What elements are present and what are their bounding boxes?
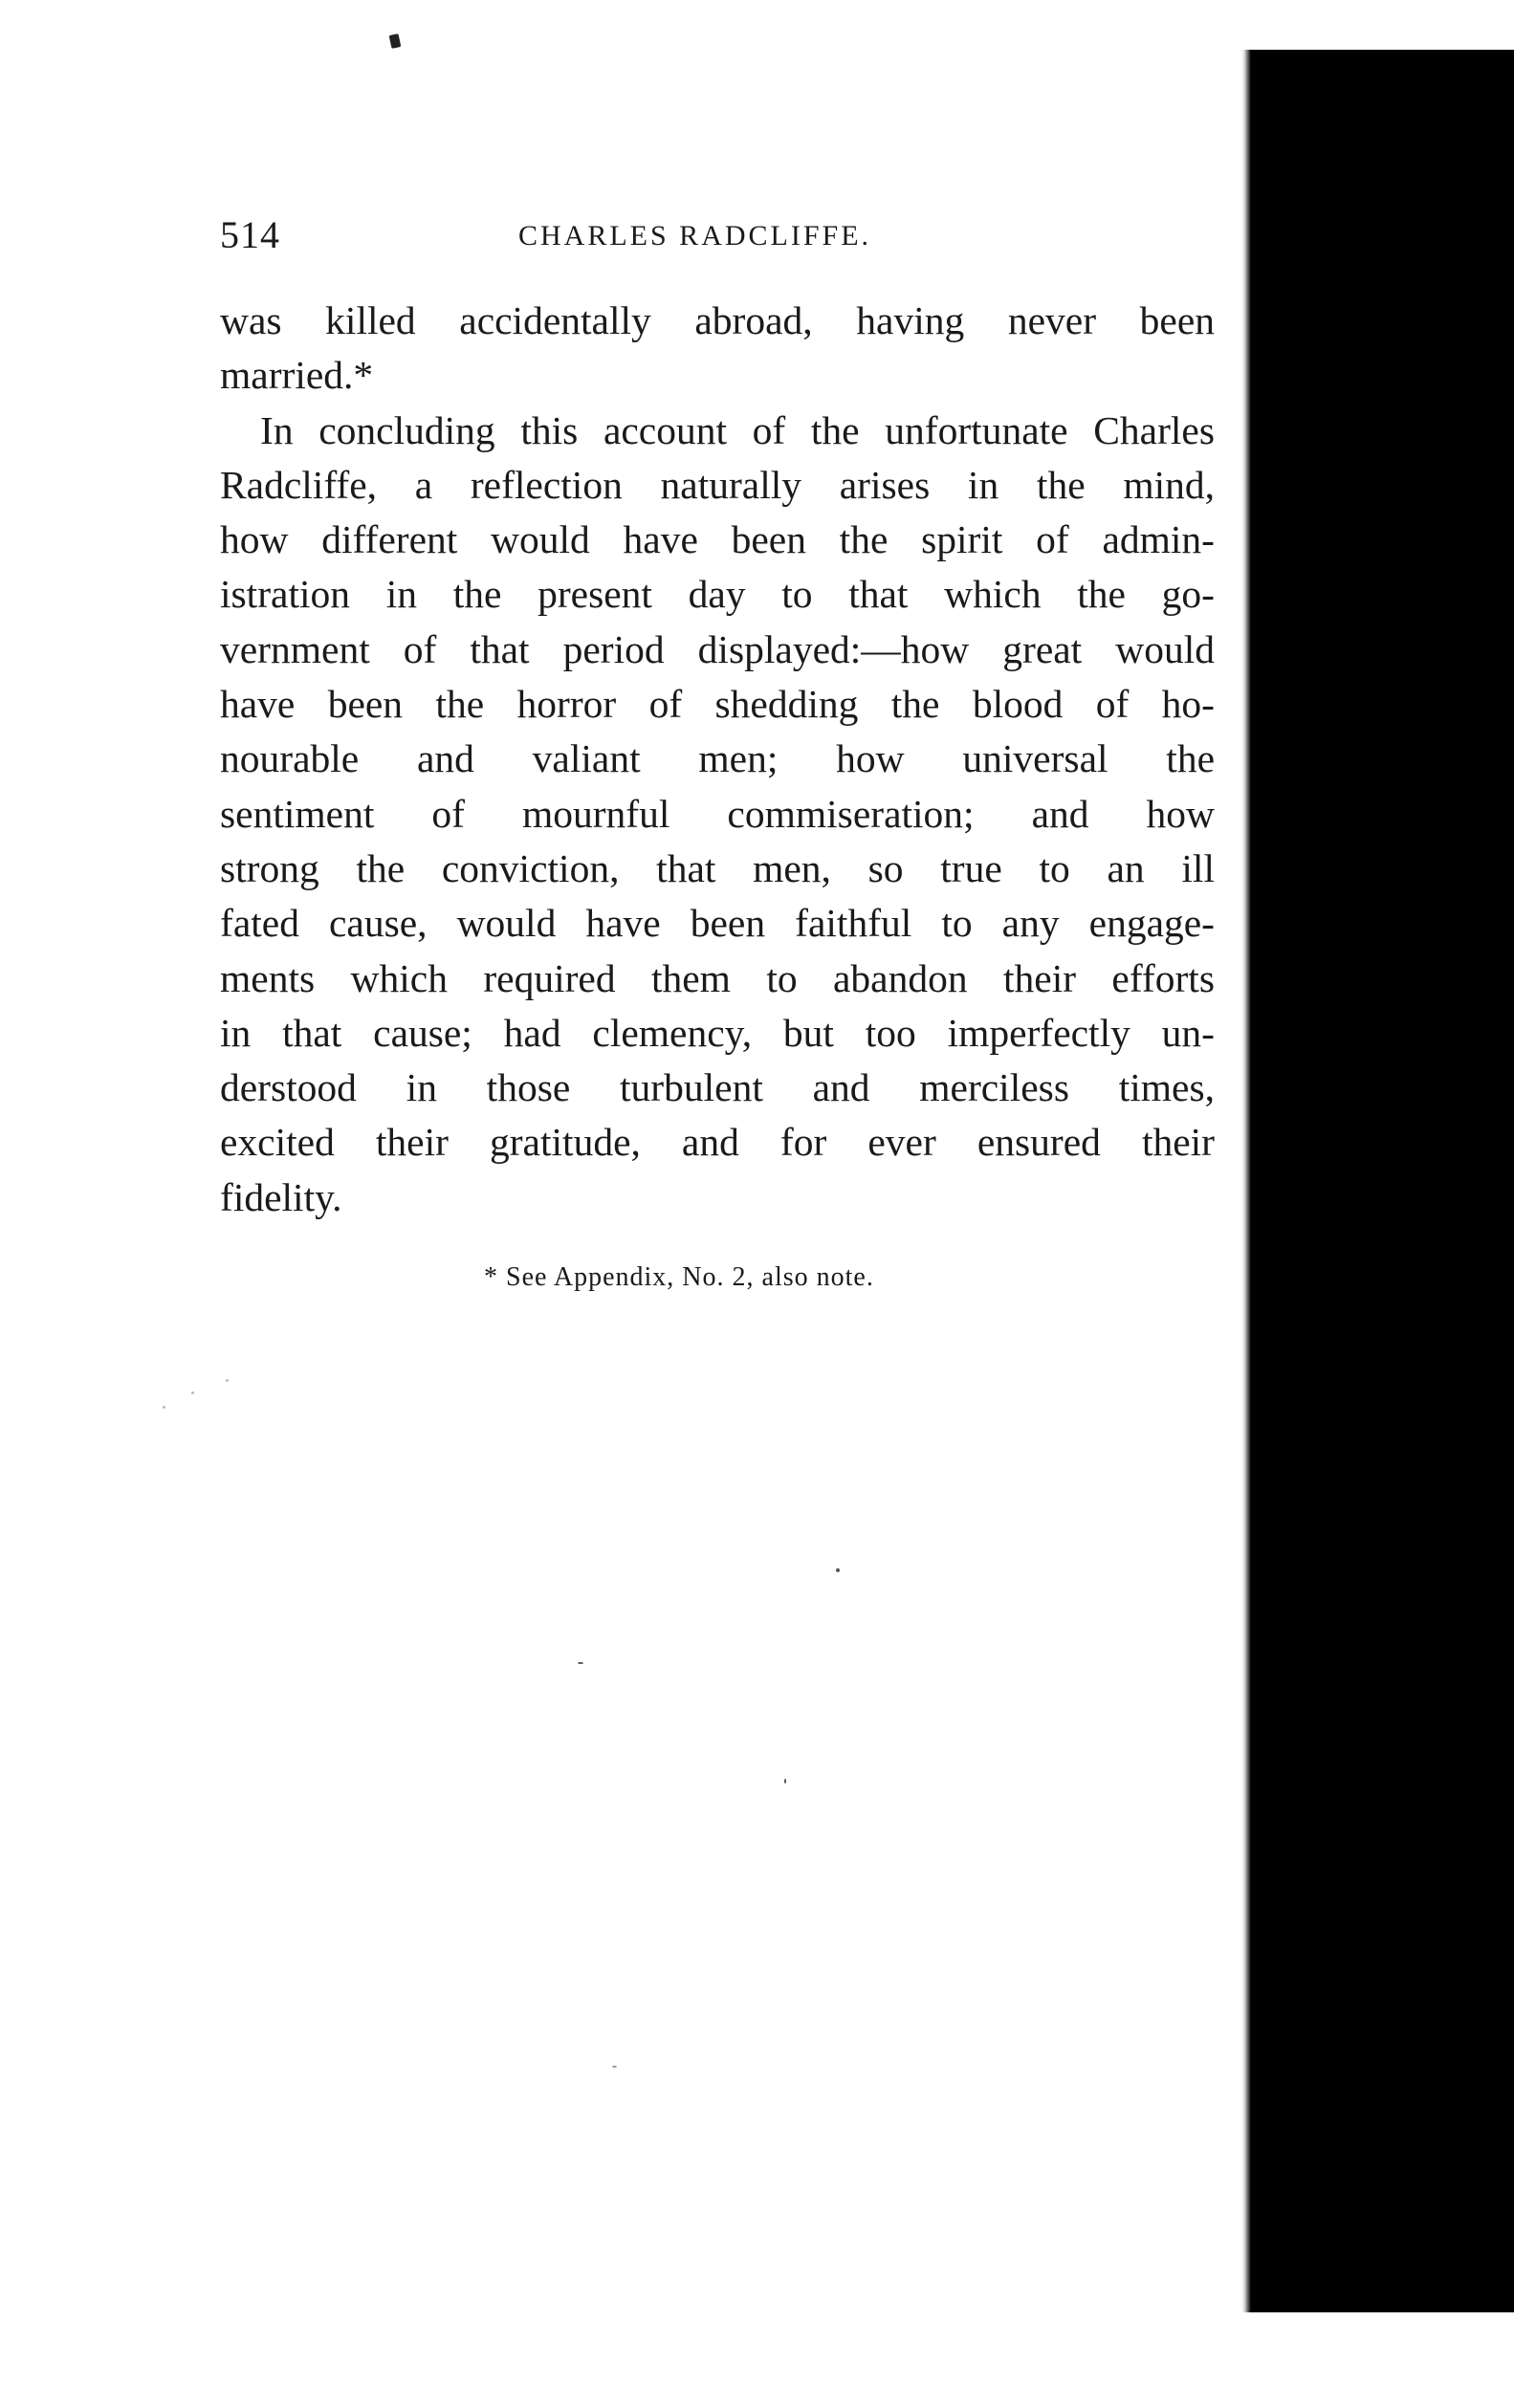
scan-speck [836, 1568, 840, 1572]
footnote: * See Appendix, No. 2, also note. [484, 1262, 874, 1292]
text-line: how different would have been the spirit of admin- [220, 517, 1215, 562]
ink-mark [389, 33, 402, 49]
scan-speck [578, 1662, 583, 1664]
scan-speck [784, 1779, 786, 1784]
text-line: nourable and valiant men; how universal the [220, 736, 1215, 781]
text-line: strong the conviction, that men, so true to an ill [220, 845, 1215, 890]
text-line: excited their gratitude, and for ever ensured their [220, 1120, 1215, 1165]
text-line: In concluding this account of the unfortunate Charles [260, 407, 1215, 452]
text-line: sentiment of mournful commiseration; and how [220, 791, 1215, 836]
scan-black-margin [1251, 50, 1514, 2312]
text-line: derstood in those turbulent and merciless times, [220, 1065, 1215, 1110]
text-line: have been the horror of shedding the blood of ho- [220, 682, 1215, 727]
scan-speck [163, 1406, 165, 1409]
text-line: ments which required them to abandon their efforts [220, 955, 1215, 1000]
page-header [220, 212, 1215, 260]
scan-speck [191, 1391, 194, 1394]
body-text [220, 294, 1215, 1225]
text-line: fidelity. [220, 1174, 342, 1219]
page-number: 514 [220, 213, 280, 256]
text-line: in that cause; had clemency, but too imperfectly un- [220, 1010, 1215, 1055]
text-line: vernment of that period displayed:—how great would [220, 626, 1215, 671]
scan-speck [612, 2066, 617, 2068]
running-head: CHARLES RADCLIFFE. [518, 220, 872, 252]
text-line: was killed accidentally abroad, having never been [220, 298, 1215, 342]
text-line: istration in the present day to that which the go- [220, 572, 1215, 617]
text-line: Radcliffe, a reflection naturally arises in the mind, [220, 462, 1215, 507]
scan-speck [226, 1379, 229, 1382]
text-line: fated cause, would have been faithful to any engage- [220, 901, 1215, 946]
text-line: married.* [220, 353, 374, 398]
